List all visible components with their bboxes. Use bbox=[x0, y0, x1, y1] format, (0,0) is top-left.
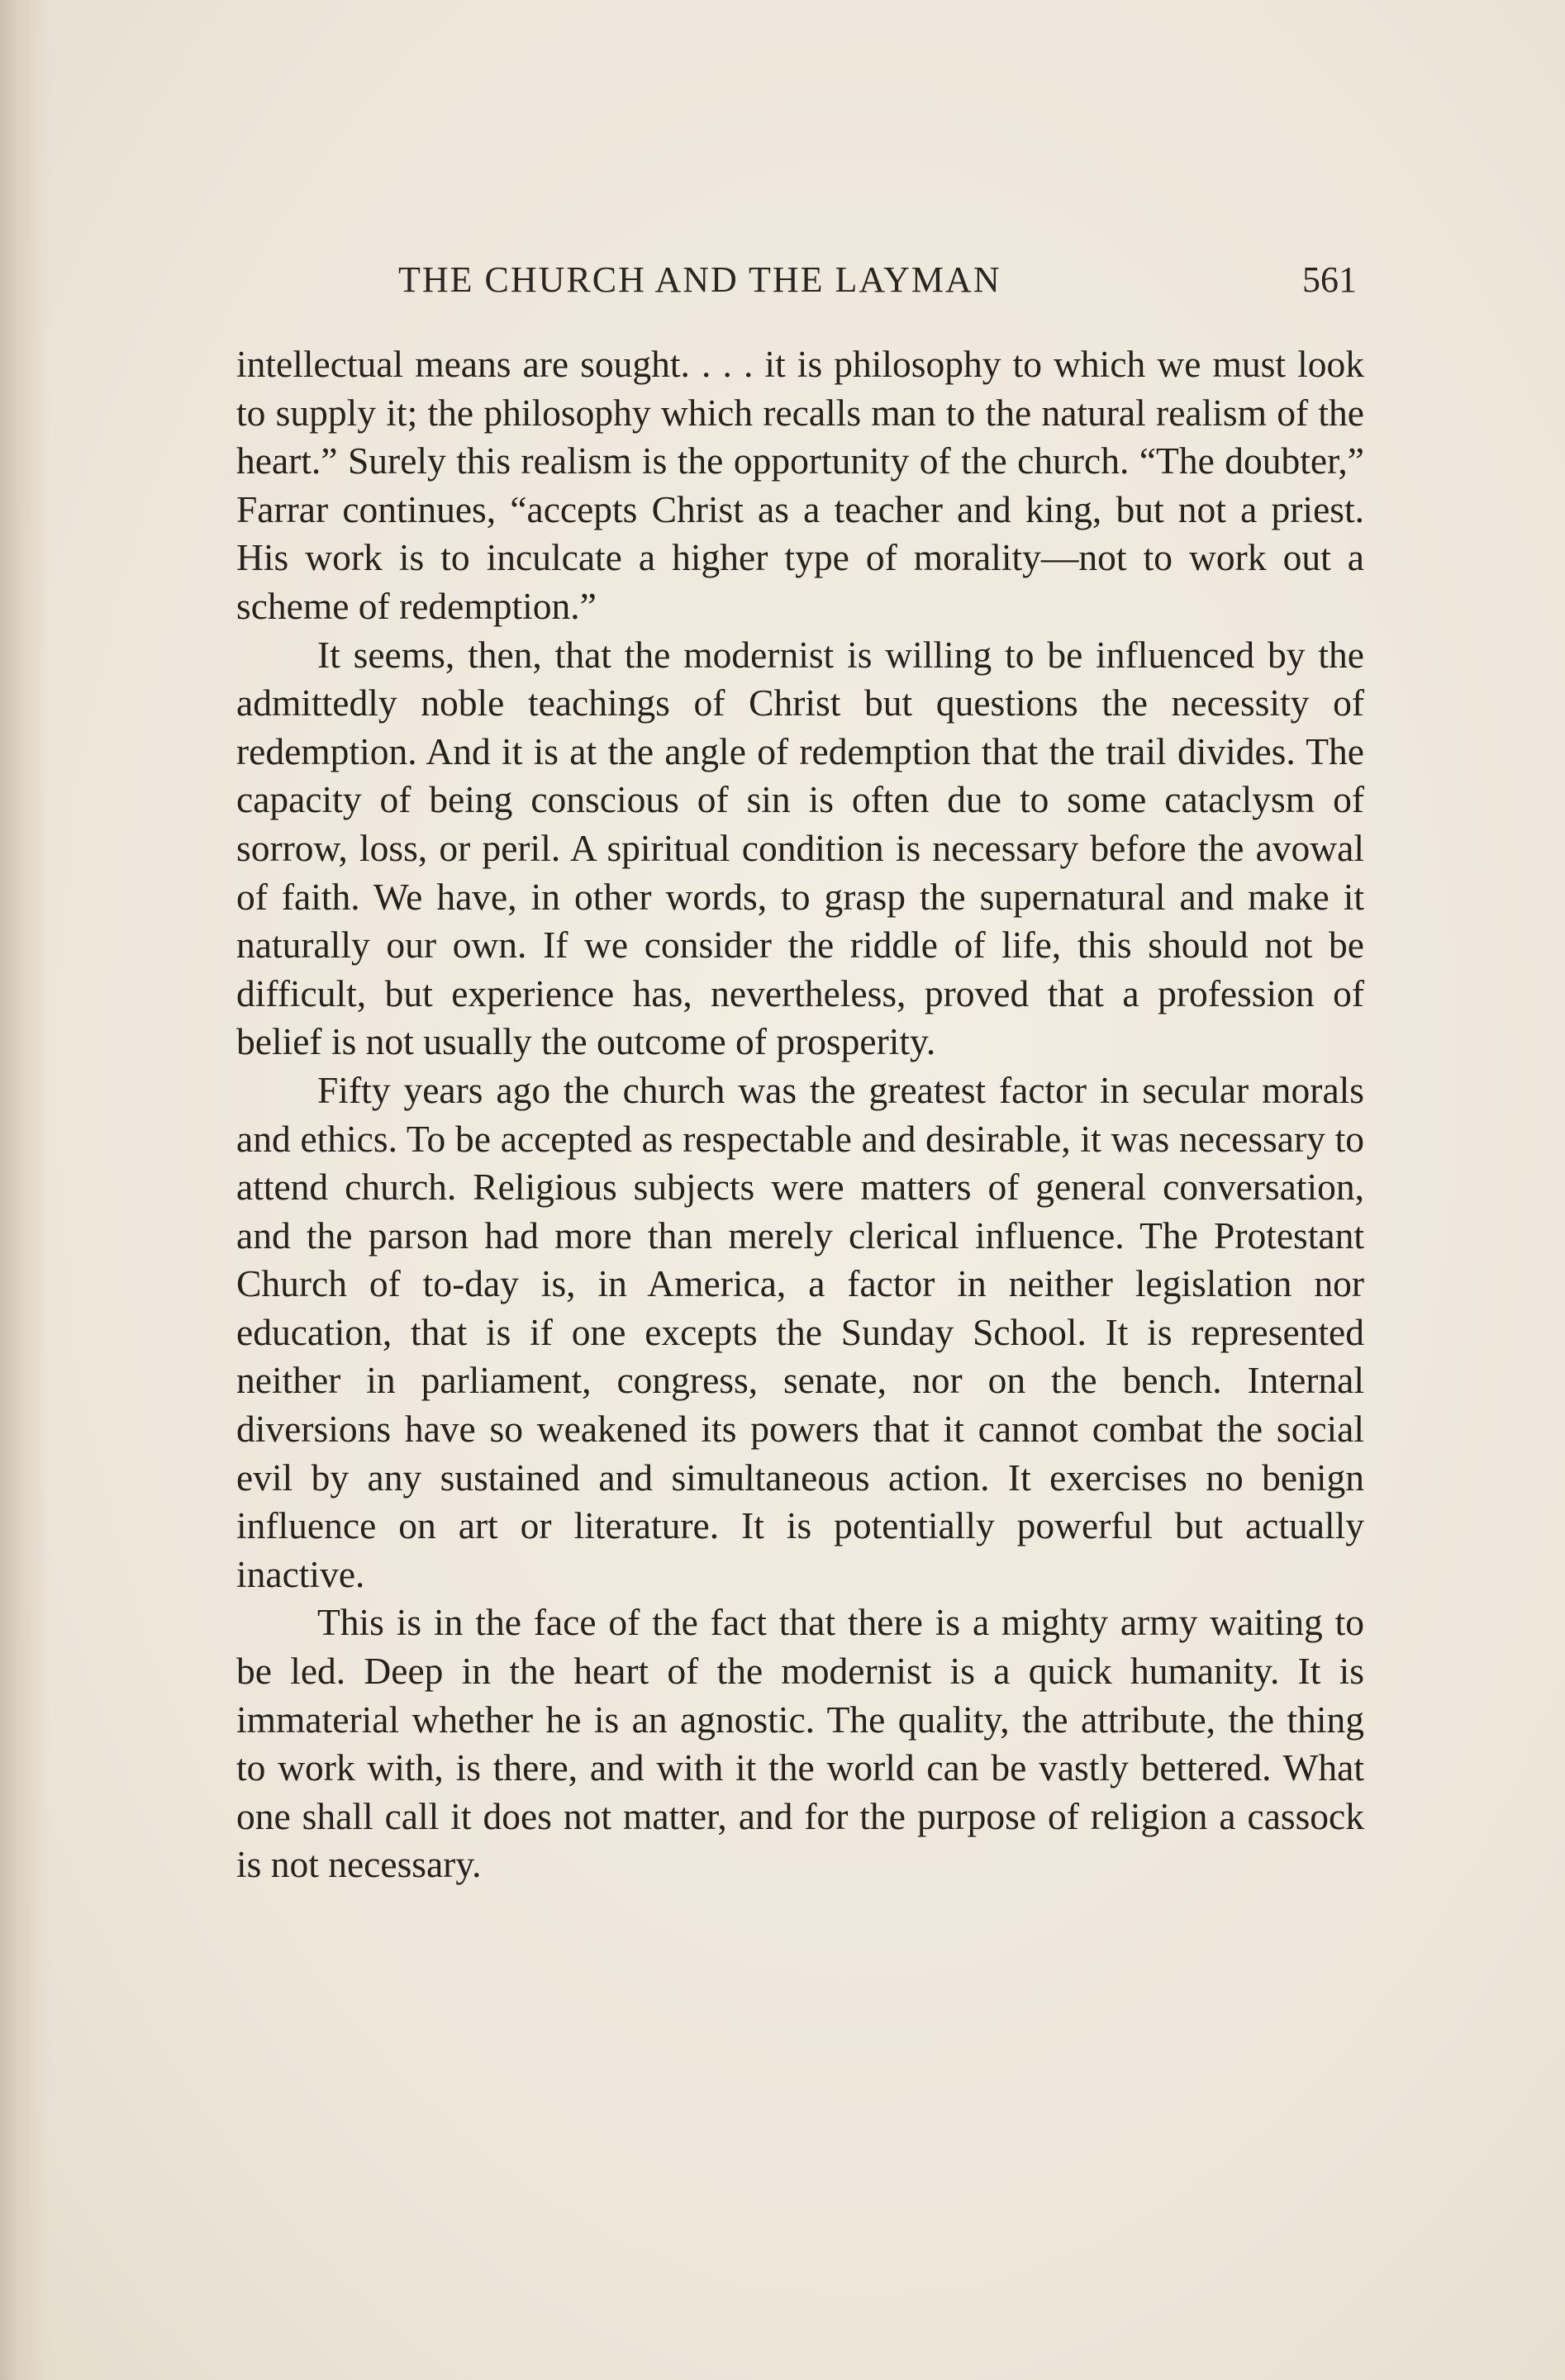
running-head-title: THE CHURCH AND THE LAYMAN bbox=[398, 259, 1001, 300]
spine-shadow bbox=[0, 0, 50, 2380]
body-text bbox=[236, 340, 1364, 1889]
running-head bbox=[236, 259, 1357, 308]
paragraph-2: It seems, then, that the modernist is willing to be influenced by the admittedly noble teachings of Christ but questions the necessity of redemption. And it is at the angle of redemption that the trail divides. The capacity of being conscious of sin is often due to some cataclysm of sorrow, loss, or peril. A spiritual condition is necessary before the avowal of faith. We have, in other words, to grasp the supernatural and make it naturally our own. If we consider the riddle of life, this should not be difficult, but experience has, nevertheless, proved that a profession of belief is not usually the outcome of prosperity. bbox=[236, 633, 1364, 1063]
paragraph-4: This is in the face of the fact that there is a mighty army waiting to be led. Deep in the heart of the modernist is a quick humanity. It is immaterial whether he is an agnostic. The quality, the attribute, the thing to work with, is there, and with it the world can be vastly bettered. What one shall call it does not matter, and for the purpose of religion a cassock is not necessary. bbox=[236, 1601, 1364, 1886]
paragraph-1: intellectual means are sought. . . . it is philosophy to which we must look to supply it; the philosophy which recalls man to the natural realism of the heart.” Surely this realism is the opportunity of the church. “The doubter,” Farrar continues, “accepts Christ as a teacher and king, but not a priest. His work is to inculcate a higher type of morality—not to work out a scheme of redemption.” bbox=[236, 343, 1364, 627]
paragraph-3: Fifty years ago the church was the greatest factor in secular morals and ethics. To be accepted as respectable and desirable, it was necessary to attend church. Religious subjects were matters of general conversation, and the parson had more than merely clerical influence. The Protestant Church of to-day is, in America, a factor in neither legislation nor education, that is if one excepts the Sunday School. It is represented neither in parliament, congress, senate, nor on the bench. Internal diversions have so weakened its powers that it cannot combat the social evil by any sustained and simultaneous action. It exercises no benign influence on art or literature. It is potentially powerful but actually inactive. bbox=[236, 1068, 1364, 1595]
page-number: 561 bbox=[1302, 259, 1357, 300]
